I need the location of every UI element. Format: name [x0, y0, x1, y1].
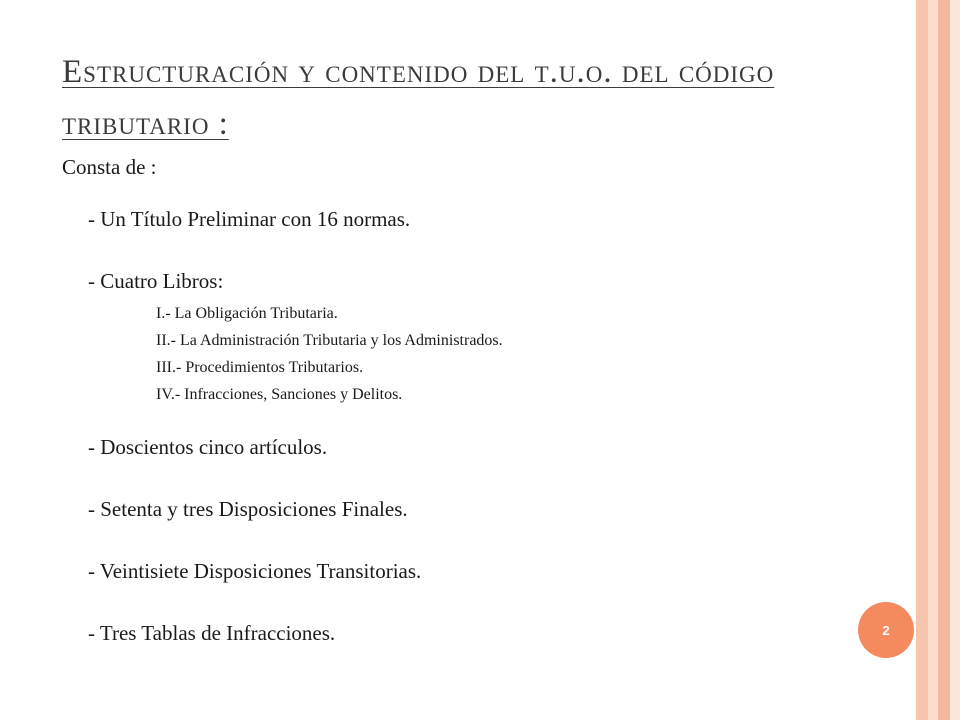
- content-list-item: - Veintisiete Disposiciones Transitorias.: [88, 559, 422, 583]
- decorative-right-border: [916, 0, 960, 720]
- content-list-item: - Tres Tablas de Infracciones.: [88, 621, 336, 645]
- page-number-badge: 2: [858, 602, 914, 658]
- contents-list: [62, 204, 862, 648]
- border-stripe: [916, 0, 928, 720]
- book-list-item: IV.- Infracciones, Sanciones y Delitos.: [156, 386, 403, 403]
- book-list-item: III.- Procedimientos Tributarios.: [156, 359, 364, 376]
- content-list-item: - Un Título Preliminar con 16 normas.: [88, 207, 411, 231]
- slide-title: Estructuración y contenido del t.u.o. del código tributario :: [62, 54, 775, 142]
- book-list-item: I.- La Obligación Tributaria.: [156, 305, 338, 322]
- border-stripe: [928, 0, 938, 720]
- border-stripe: [950, 0, 960, 720]
- content-list-item: - Setenta y tres Disposiciones Finales.: [88, 497, 408, 521]
- intro-text: Consta de :: [62, 155, 157, 179]
- slide-body: [62, 152, 862, 648]
- border-stripe: [938, 0, 950, 720]
- content-list-item: - Cuatro Libros:: [88, 269, 224, 293]
- content-list-item: - Doscientos cinco artículos.: [88, 435, 328, 459]
- book-list-item: II.- La Administración Tributaria y los Administrados.: [156, 332, 503, 349]
